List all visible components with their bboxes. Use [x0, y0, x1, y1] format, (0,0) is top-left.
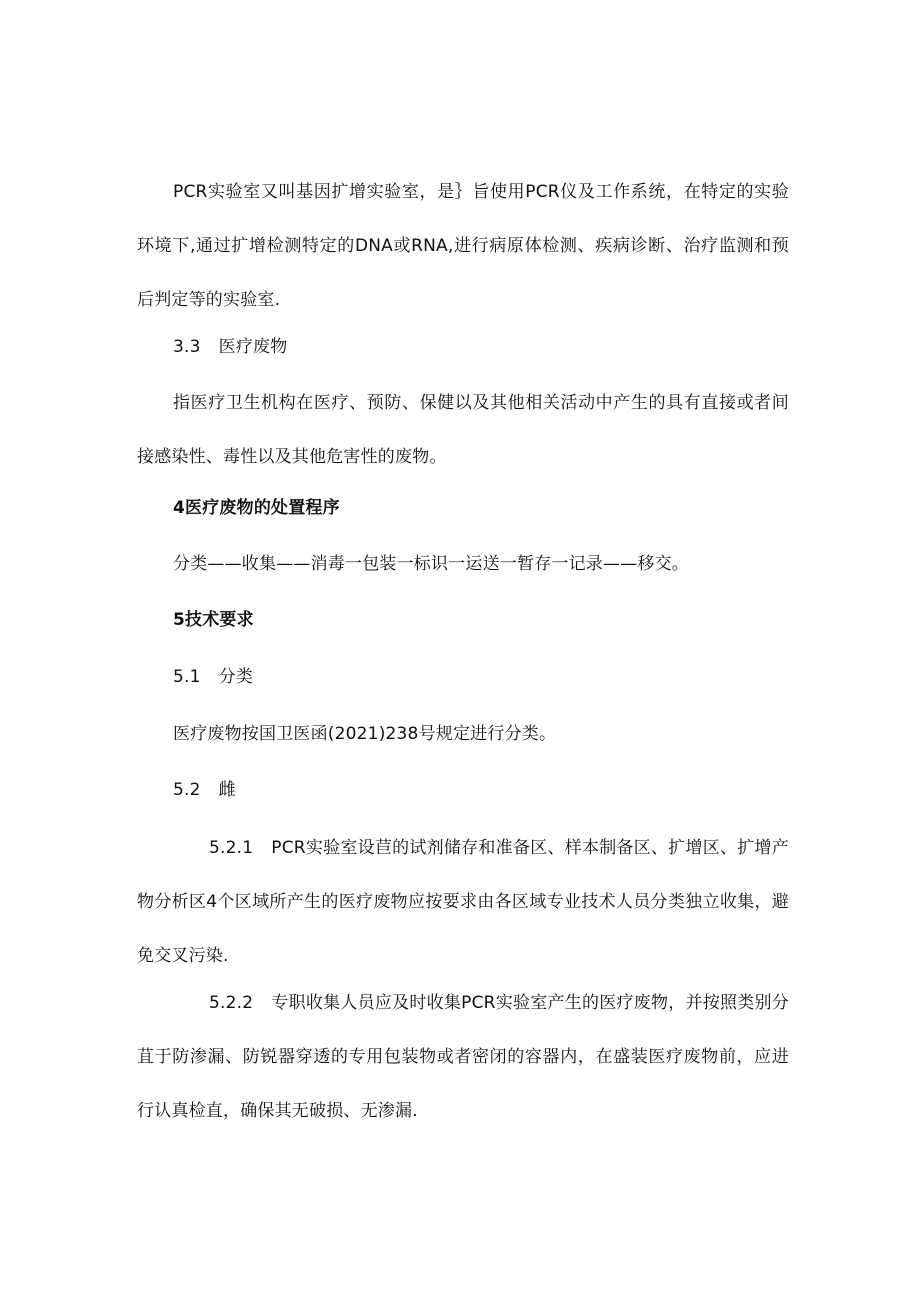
- clause-text: 专职收集人员应及时收集PCR实验室产生的医疗废物，并按照类别分苴于防渗漏、防锐器穿透的专用包装物或者密闭的容器内，在盛装医疗废物前，应进行认真检直，确保其无破损、无渗漏.: [137, 993, 789, 1121]
- paragraph-5-2-1: [137, 821, 789, 983]
- paragraph-pcr-definition: PCR实验室又叫基因扩增实验室，是｝旨使用PCR仪及工作系统，在特定的实验环境下,通过扩增检测特定的DNA或RNA,进行病原体检测、疾病诊断、治疗监测和预后判定等的实验室.: [137, 182, 789, 310]
- paragraph-5-2-2: [137, 976, 789, 1138]
- paragraph-medical-waste-definition: 指医疗卫生机构在医疗、预防、保健以及其他相关活动中产生的具有直接或者间接感染性、毒性以及其他危害性的废物。: [137, 393, 789, 467]
- section-title: 雌: [218, 780, 236, 800]
- disposal-flow-text: 分类——收集——消毒一包装一标识一运送一暂存一记录——移交。: [173, 554, 689, 574]
- classification-text: 医疗废物按国卫医函(2021)238号规定进行分类。: [173, 724, 557, 744]
- clause-text: PCR实验室设苣的试剂储存和准备区、样本制备区、扩增区、扩增产物分析区4个区域所产生的医疗废物应按要求由各区域专业技术人员分类独立收集，避免交叉污染.: [137, 838, 789, 966]
- section-5-heading: 5技术要求: [173, 610, 254, 630]
- section-title: 分类: [218, 667, 254, 687]
- section-number: 5.2: [173, 780, 201, 800]
- clause-number: 5.2.2: [209, 993, 254, 1013]
- section-5-2-heading: [173, 778, 236, 802]
- section-number: 5.1: [173, 667, 201, 687]
- clause-number: 5.2.1: [209, 838, 254, 858]
- section-number: 3.3: [173, 337, 201, 357]
- section-title: 医疗废物: [218, 337, 288, 357]
- section-3-3-heading: [173, 335, 287, 359]
- section-5-1-heading: [173, 665, 253, 689]
- section-4-heading: 4医疗废物的处置程序: [173, 498, 340, 518]
